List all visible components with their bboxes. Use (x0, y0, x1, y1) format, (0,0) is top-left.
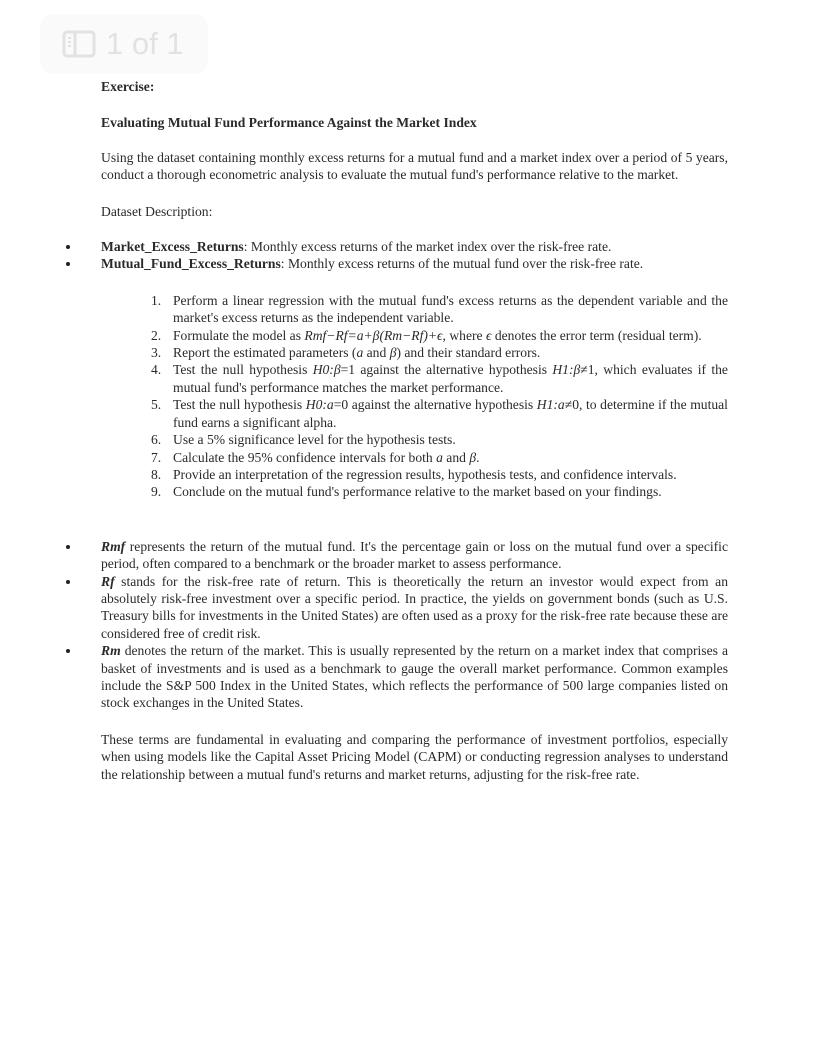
closing-paragraph: These terms are fundamental in evaluating and comparing the performance of investment portfolios, especially when using models like the Capital Asset Pricing Model (CAPM) or conducting regression analyses to understand the relationship between a mutual fund's returns and market returns, adjusting for the risk-free rate. (101, 731, 728, 782)
terms-list (101, 538, 728, 712)
term: Rf (101, 573, 115, 589)
column-desc: : Monthly excess returns of the mutual fund over the risk-free rate. (280, 256, 644, 272)
step-text: and (442, 449, 470, 465)
math: H0:a (305, 397, 334, 413)
term-definition: represents the return of the mutual fund. It's the percentage gain or loss on the mutual fund over a specific period, often compared to a benchmark or the broader market to assess performance. (101, 538, 728, 572)
steps-list (151, 292, 728, 501)
step-text: ≠0, to determine if the mutual fund earns a significant alpha. (173, 397, 728, 430)
step-text: =0 against the alternative hypothesis (333, 397, 537, 413)
math: a (436, 449, 443, 465)
document-page (101, 78, 728, 783)
column-name: Mutual_Fund_Excess_Returns (101, 256, 281, 272)
list-item (151, 466, 728, 483)
math: β (389, 345, 397, 361)
page-indicator[interactable] (40, 14, 208, 74)
list-item (151, 431, 728, 448)
step-text: Perform a linear regression with the mutual fund's excess returns as the dependent variable and the market's excess returns as the independent variable. (173, 292, 728, 326)
intro-paragraph: Using the dataset containing monthly excess returns for a mutual fund and a market index over a period of 5 years, conduct a thorough econometric analysis to evaluate the mutual fund's performance relative to the market. (101, 149, 728, 183)
list-item (101, 238, 728, 255)
list-item (151, 396, 728, 431)
list-item (101, 642, 728, 712)
list-item (151, 327, 728, 344)
list-item (151, 449, 728, 466)
dataset-heading: Dataset Description: (101, 203, 213, 219)
exercise-label: Exercise: (101, 79, 155, 94)
term: Rm (101, 643, 121, 659)
list-item (101, 255, 728, 272)
step-number: 3. (151, 345, 162, 361)
dataset-list (101, 238, 728, 273)
page-count: 1 of 1 (106, 26, 184, 61)
step-text: =1 against the alternative hypothesis (340, 362, 553, 378)
math: Rmf−Rf=a+β(Rm−Rf)+ϵ (304, 327, 443, 343)
step-number: 9. (151, 484, 162, 500)
term-definition: denotes the return of the market. This is usually represented by the return on a market index that comprises a basket of investments and is used as a benchmark to gauge the overall market performance. Common examples include the S&P 500 Index in the United States, which reflects the performance of 500 large companies listed on stock exchanges in the United States. (101, 643, 728, 711)
column-desc: : Monthly excess returns of the market index over the risk-free rate. (243, 239, 612, 255)
step-text: Test the null hypothesis (173, 362, 313, 378)
math: ϵ (485, 327, 492, 343)
list-item (151, 292, 728, 327)
step-text: Report the estimated parameters ( (173, 345, 357, 361)
math: β (469, 449, 477, 465)
sidebar-icon (62, 30, 96, 58)
step-number: 4. (151, 362, 162, 378)
list-item (101, 573, 728, 643)
list-item (151, 361, 728, 396)
math: H1:a (536, 397, 565, 413)
column-name: Market_Excess_Returns (101, 239, 244, 255)
step-number: 7. (151, 449, 162, 465)
list-item (151, 483, 728, 500)
list-item (151, 344, 728, 361)
math: H1:β (552, 362, 581, 378)
step-text: Formulate the model as (173, 327, 305, 343)
list-item (101, 538, 728, 573)
math: a (356, 345, 364, 361)
step-text: Calculate the 95% confidence intervals for both (173, 449, 437, 465)
exercise-title: Evaluating Mutual Fund Performance Against the Market Index (101, 115, 477, 131)
math: H0:β (312, 362, 341, 378)
step-text: denotes the error term (residual term). (491, 327, 702, 343)
step-number: 1. (151, 292, 162, 308)
step-number: 5. (151, 397, 162, 413)
step-text: Use a 5% significance level for the hypothesis tests. (173, 432, 456, 448)
step-text: Test the null hypothesis (173, 397, 306, 413)
step-text: , where (442, 327, 486, 343)
term: Rmf (101, 538, 126, 554)
step-number: 6. (151, 432, 162, 448)
step-number: 8. (151, 466, 162, 482)
term-definition: stands for the risk-free rate of return. This is theoretically the return an investor would expect from an absolutely risk-free investment over a specific period. In practice, the yields on government bonds (such as U.S. Treasury bills for investments in the United States) are often used as a proxy for the risk-free rate because these are considered free of credit risk. (101, 573, 728, 641)
step-text: ) and their standard errors. (396, 345, 541, 361)
step-text: Provide an interpretation of the regression results, hypothesis tests, and confidence intervals. (173, 466, 677, 482)
step-number: 2. (151, 327, 162, 343)
step-text: . (476, 449, 480, 465)
step-text: ≠1, which evaluates if the mutual fund's performance matches the market performance. (173, 362, 728, 395)
step-text: and (363, 345, 390, 361)
step-text: Conclude on the mutual fund's performance relative to the market based on your findings. (173, 484, 662, 500)
